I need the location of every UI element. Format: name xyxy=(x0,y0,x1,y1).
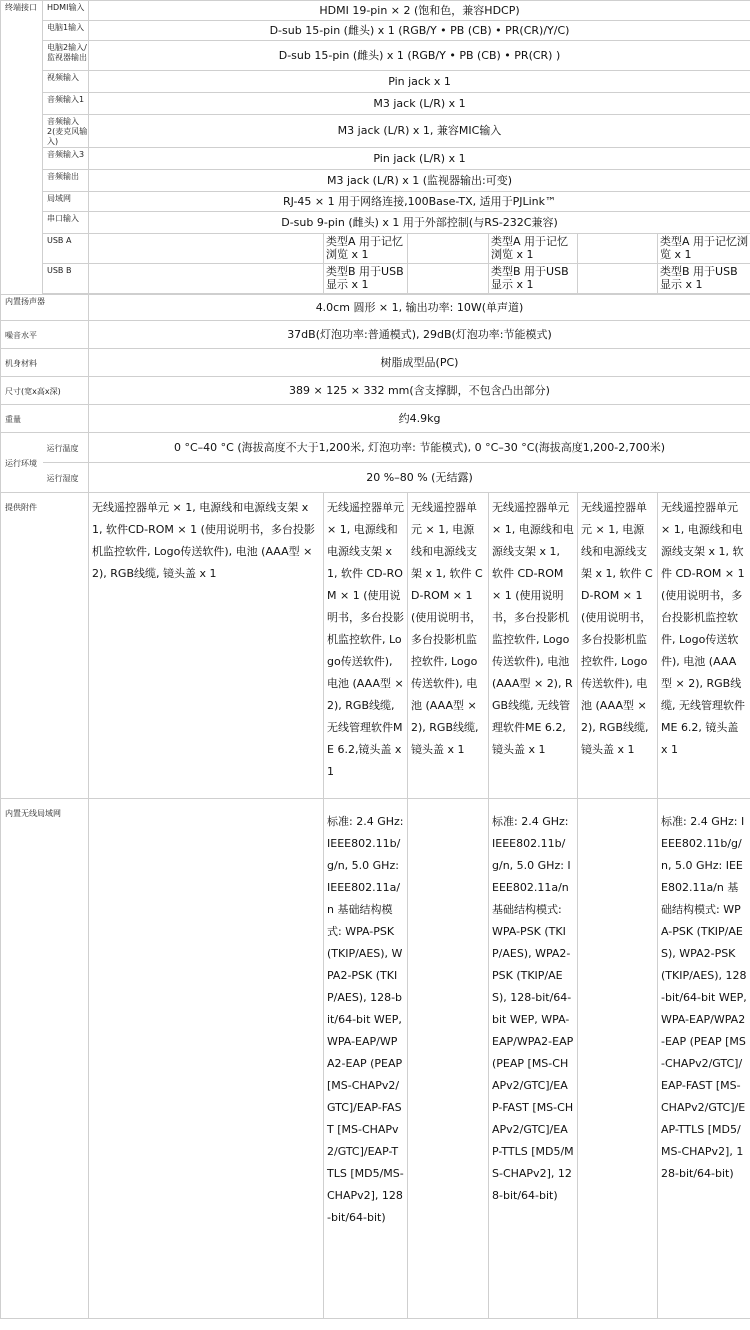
label-pc1-in: 电脑1输入 xyxy=(43,21,89,41)
label-temp: 运行温度 xyxy=(43,433,89,463)
value-lan: RJ-45 × 1 用于网络连接,100Base-TX, 适用于PJLink™ xyxy=(89,192,750,212)
label-lan: 局域网 xyxy=(43,192,89,212)
row-wlan xyxy=(1,799,750,1319)
value-noise: 37dB(灯泡功率:普通模式), 29dB(灯泡功率:节能模式) xyxy=(89,321,750,349)
row-audio3 xyxy=(1,148,750,170)
row-audio2 xyxy=(1,115,750,148)
value-usb-a-2: 类型A 用于记忆浏览 x 1 xyxy=(489,234,578,264)
value-pc2-in: D-sub 15-pin (雌头) x 1 (RGB/Y • PB (CB) • PR(CR) ) xyxy=(89,41,750,71)
value-humidity: 20 %–80 % (无结露) xyxy=(89,463,750,493)
value-usb-b-3: 类型B 用于USB显示 x 1 xyxy=(658,264,750,294)
label-speaker: 内置扬声器 xyxy=(1,295,89,321)
label-material: 机身材料 xyxy=(1,349,89,377)
value-usb-a-3: 类型A 用于记忆浏览 x 1 xyxy=(658,234,750,264)
value-video-in: Pin jack x 1 xyxy=(89,71,750,93)
acc-col1: 无线遥控器单元 × 1, 电源线和电源线支架 x 1, 软件CD-ROM × 1 (使用说明书，多台投影机监控软件, Logo传送软件), 电池 (AAA型 × 2), RGB线缆, 镜头盖 x 1 xyxy=(89,493,324,799)
value-pc1-in: D-sub 15-pin (雌头) x 1 (RGB/Y • PB (CB) • PR(CR)/Y/C) xyxy=(89,21,750,41)
acc-col3: 无线遥控器单元 × 1, 电源线和电源线支架 x 1, 软件 CD-ROM × 1 (使用说明书，多台投影机监控软件, Logo传送软件), 电池 (AAA型 × 2), RGB线缆, 镜头盖 x 1 xyxy=(408,493,489,799)
acc-col6: 无线遥控器单元 × 1, 电源线和电源线支架 x 1, 软件 CD-ROM × 1 (使用说明书，多台投影机监控软件, Logo传送软件), 电池 (AAA型 × 2), RGB线缆, 无线管理软件 ME 6.2, 镜头盖 x 1 xyxy=(658,493,750,799)
row-usb-a xyxy=(1,234,750,264)
acc-col4: 无线遥控器单元 × 1, 电源线和电源线支架 x 1, 软件 CD-ROM × 1 (使用说明书，多台投影机监控软件, Logo传送软件), 电池 (AAA型 × 2), RGB线缆, 无线管理软件ME 6.2, 镜头盖 x 1 xyxy=(489,493,578,799)
row-video xyxy=(1,71,750,93)
row-hdmi xyxy=(1,1,750,21)
value-size: 389 × 125 × 332 mm(含支撑脚，不包含凸出部分) xyxy=(89,377,750,405)
label-serial: 串口输入 xyxy=(43,212,89,234)
row-weight xyxy=(1,405,750,433)
row-noise xyxy=(1,321,750,349)
label-weight: 重量 xyxy=(1,405,89,433)
row-usb-b xyxy=(1,264,750,294)
label-size: 尺寸(宽x高x深) xyxy=(1,377,89,405)
value-usb-a-1: 类型A 用于记忆浏览 x 1 xyxy=(324,234,408,264)
row-lan xyxy=(1,192,750,212)
label-usb-a: USB A xyxy=(43,234,89,264)
row-humidity xyxy=(1,463,750,493)
label-pc2-in: 电脑2输入/监视器输出 xyxy=(43,41,89,71)
row-temp xyxy=(1,433,750,463)
label-audio-in3: 音频输入3 xyxy=(43,148,89,170)
label-video-in: 视频输入 xyxy=(43,71,89,93)
value-usb-b-2: 类型B 用于USB显示 x 1 xyxy=(489,264,578,294)
acc-col2: 无线遥控器单元 × 1, 电源线和电源线支架 x 1, 软件 CD-ROM × 1 (使用说明书，多台投影机监控软件, Logo传送软件), 电池 (AAA型 × 2), RGB线缆, 无线管理软件ME 6.2,镜头盖 x 1 xyxy=(324,493,408,799)
value-audio-in3: Pin jack (L/R) x 1 xyxy=(89,148,750,170)
value-audio-out: M3 jack (L/R) x 1 (监视器输出:可变) xyxy=(89,170,750,192)
row-accessories xyxy=(1,493,750,799)
wlan-col4: 标准: 2.4 GHz: IEEE802.11b/g/n, 5.0 GHz: IEEE802.11a/n 基础结构模式: WPA-PSK (TKIP/AES), WPA2-PSK (TKIP/AES), 128-bit/64-bit WEP, WPA-EAP/WPA2-EAP (PEAP [MS-CHAPv2/GTC]/EAP-FAST [MS-CHAPv2/GTC]/EAP-TTLS [MD5/MS-CHAPv2], 128-bit/64-bit) xyxy=(489,799,578,1319)
wlan-col6: 标准: 2.4 GHz: IEEE802.11b/g/n, 5.0 GHz: IEEE802.11a/n 基础结构模式: WPA-PSK (TKIP/AES), WPA2-PSK (TKIP/AES), 128-bit/64-bit WEP, WPA-EAP/WPA2-EAP (PEAP [MS-CHAPv2/GTC]/EAP-FAST [MS-CHAPv2/GTC]/EAP-TTLS [MD5/MS-CHAPv2], 128-bit/64-bit) xyxy=(658,799,750,1319)
row-pc2 xyxy=(1,41,750,71)
row-speaker xyxy=(1,295,750,321)
label-audio-in1: 音频输入1 xyxy=(43,93,89,115)
row-size xyxy=(1,377,750,405)
row-pc1 xyxy=(1,21,750,41)
acc-col5: 无线遥控器单元 × 1, 电源线和电源线支架 x 1, 软件 CD-ROM × 1 (使用说明书，多台投影机监控软件, Logo传送软件), 电池 (AAA型 × 2), RGB线缆, 镜头盖 x 1 xyxy=(578,493,658,799)
label-humidity: 运行湿度 xyxy=(43,463,89,493)
label-audio-out: 音频输出 xyxy=(43,170,89,192)
value-audio-in1: M3 jack (L/R) x 1 xyxy=(89,93,750,115)
value-serial: D-sub 9-pin (雌头) x 1 用于外部控制(与RS-232C兼容) xyxy=(89,212,750,234)
label-accessories: 提供附件 xyxy=(1,493,89,799)
row-audio1 xyxy=(1,93,750,115)
value-material: 树脂成型品(PC) xyxy=(89,349,750,377)
value-speaker: 4.0cm 圆形 × 1, 输出功率: 10W(单声道) xyxy=(89,295,750,321)
label-audio-in2: 音频输入2(麦克风输入) xyxy=(43,115,89,148)
label-env: 运行环境 xyxy=(1,433,43,493)
label-wlan: 内置无线局域网 xyxy=(1,799,89,1319)
row-audio-out xyxy=(1,170,750,192)
label-hdmi-in: HDMI输入 xyxy=(43,1,89,21)
value-hdmi-in: HDMI 19-pin × 2 (饱和色，兼容HDCP) xyxy=(89,1,750,21)
label-noise: 噪音水平 xyxy=(1,321,89,349)
row-serial xyxy=(1,212,750,234)
value-weight: 约4.9kg xyxy=(89,405,750,433)
label-terminal: 终端接口 xyxy=(1,1,43,295)
label-usb-b: USB B xyxy=(43,264,89,294)
value-audio-in2: M3 jack (L/R) x 1, 兼容MIC输入 xyxy=(89,115,750,148)
value-temp: 0 °C–40 °C (海拔高度不大于1,200米, 灯泡功率: 节能模式), 0 °C–30 °C(海拔高度1,200-2,700米) xyxy=(89,433,750,463)
wlan-col2: 标准: 2.4 GHz: IEEE802.11b/g/n, 5.0 GHz: IEEE802.11a/n 基础结构模式: WPA-PSK (TKIP/AES), WPA2-PSK (TKIP/AES), 128-bit/64-bit WEP, WPA-EAP/WPA2-EAP (PEAP [MS-CHAPv2/GTC]/EAP-FAST [MS-CHAPv2/GTC]/EAP-TTLS [MD5/MS-CHAPv2], 128-bit/64-bit) xyxy=(324,799,408,1319)
row-material xyxy=(1,349,750,377)
value-usb-b-1: 类型B 用于USB显示 x 1 xyxy=(324,264,408,294)
